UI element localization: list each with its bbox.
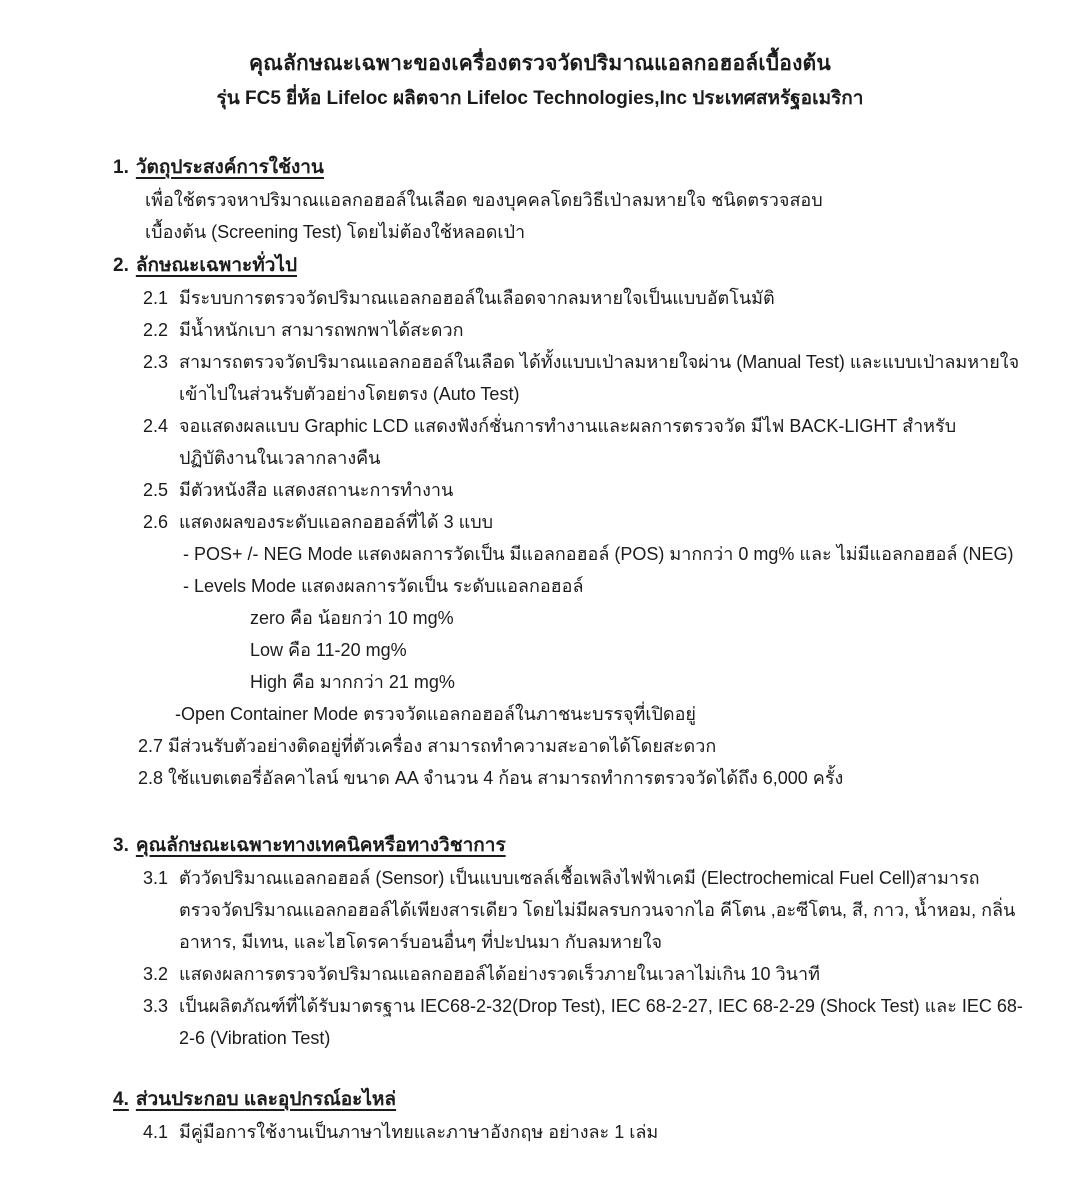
section-1-number: 1. [113, 157, 129, 178]
mode-open-container: -Open Container Mode ตรวจวัดแอลกอฮอล์ในภาชนะบรรจุที่เปิดอยู่ [175, 704, 696, 724]
item-text-line: ปฏิบัติงานในเวลากลางคืน [179, 448, 381, 468]
spec-item-3-3 [143, 990, 1080, 1054]
section-1-body-line: เบื้องต้น (Screening Test) โดยไม่ต้องใช้หลอดเป่า [145, 222, 526, 242]
item-text [179, 990, 1080, 1054]
section-1-body-line: เพื่อใช้ตรวจหาปริมาณแอลกอฮอล์ในเลือด ของบุคคลโดยวิธีเป่าลมหายใจ ชนิดตรวจสอบ [145, 190, 823, 210]
item-text-line: มีคู่มือการใช้งานเป็นภาษาไทยและภาษาอังกฤษ อย่างละ 1 เล่ม [179, 1122, 659, 1142]
section-1-heading [113, 152, 1080, 184]
item-text-line: จอแสดงผลแบบ Graphic LCD แสดงฟังก์ชั่นการทำงานและผลการตรวจวัด มีไฟ BACK-LIGHT สำหรับ [179, 416, 957, 436]
section-3-heading [113, 830, 1080, 862]
document-title: คุณลักษณะเฉพาะของเครื่องตรวจวัดปริมาณแอลกอฮอล์เบื้องต้น [249, 52, 831, 75]
item-text [179, 314, 1080, 346]
item-text-line: แสดงผลการตรวจวัดปริมาณแอลกอฮอล์ได้อย่างรวดเร็วภายในเวลาไม่เกิน 10 วินาที [179, 964, 820, 984]
item-text-line: มีส่วนรับตัวอย่างติดอยู่ที่ตัวเครื่อง สามารถทำความสะอาดได้โดยสะดวก [168, 736, 717, 756]
spec-item-2-7 [138, 730, 1080, 762]
item-text [179, 506, 1080, 538]
item-text [179, 410, 1080, 474]
section-3-number: 3. [113, 835, 129, 856]
mode-pos-neg: - POS+ /- NEG Mode แสดงผลการวัดเป็น มีแอลกอฮอล์ (POS) มากกว่า 0 mg% และ ไม่มีแอลกอฮอล์ (NEG) [183, 544, 1014, 564]
item-text [179, 474, 1080, 506]
item-number: 2.2 [143, 320, 169, 340]
level-zero: zero คือ น้อยกว่า 10 mg% [250, 608, 454, 628]
section-4-heading-label: ส่วนประกอบ และอุปกรณ์อะไหล่ [135, 1089, 397, 1110]
section-purpose [0, 152, 1080, 248]
item-text-line: มีน้ำหนักเบา สามารถพกพาได้สะดวก [179, 320, 464, 340]
item-number: 2.3 [143, 352, 169, 372]
item-number: 3.1 [143, 868, 169, 888]
item-text [168, 762, 1080, 794]
section-2-heading [113, 250, 1080, 282]
section-general-characteristics [0, 250, 1080, 794]
item-text [179, 862, 1080, 958]
item-text [179, 346, 1080, 410]
item-number: 2.5 [143, 480, 169, 500]
item-number: 2.8 [138, 768, 164, 788]
section-2-heading-text: ลักษณะเฉพาะทั่วไป [135, 255, 298, 276]
item-text-line: ตัววัดปริมาณแอลกอฮอล์ (Sensor) เป็นแบบเซลล์เชื้อเพลิงไฟฟ้าเคมี (Electrochemical Fuel Cell)สามารถ [179, 868, 980, 888]
item-number: 3.2 [143, 964, 169, 984]
spec-item-2-4 [143, 410, 1080, 474]
document-subtitle: รุ่น FC5 ยี่ห้อ Lifeloc ผลิตจาก Lifeloc Technologies,Inc ประเทศสหรัฐอเมริกา [216, 88, 864, 109]
item-text-line: สามารถตรวจวัดปริมาณแอลกอฮอล์ในเลือด ได้ทั้งแบบเป่าลมหายใจผ่าน (Manual Test) และแบบเป่าลมหายใจ [179, 352, 1020, 372]
section-technical-characteristics [0, 830, 1080, 1054]
item-text-line: มีตัวหนังสือ แสดงสถานะการทำงาน [179, 480, 454, 500]
item-text-line: แสดงผลของระดับแอลกอฮอล์ที่ได้ 3 แบบ [179, 512, 494, 532]
item-text [179, 958, 1080, 990]
item-text-line: เข้าไปในส่วนรับตัวอย่างโดยตรง (Auto Test) [179, 384, 520, 404]
item-number: 4.1 [143, 1122, 169, 1142]
item-text [168, 730, 1080, 762]
section-4-heading [113, 1084, 1080, 1116]
level-high: High คือ มากกว่า 21 mg% [250, 672, 455, 692]
spec-item-3-1 [143, 862, 1080, 958]
item-text [179, 282, 1080, 314]
item-number: 2.7 [138, 736, 164, 756]
spec-item-2-6 [143, 506, 1080, 538]
item-text-line: อาหาร, มีเทน, และไฮโดรคาร์บอนอื่นๆ ที่ปะปนมา กับลมหายใจ [179, 932, 662, 952]
section-components-spare-parts [0, 1084, 1080, 1148]
spec-item-2-8 [138, 762, 1080, 794]
section-4-number: 4. [113, 1089, 129, 1110]
spec-item-4-1 [143, 1116, 1080, 1148]
spec-item-3-2 [143, 958, 1080, 990]
item-text [179, 1116, 1080, 1148]
document-header [0, 0, 1080, 114]
spec-item-2-1 [143, 282, 1080, 314]
item-text-line: ใช้แบตเตอรี่อัลคาไลน์ ขนาด AA จำนวน 4 ก้อน สามารถทำการตรวจวัดได้ถึง 6,000 ครั้ง [168, 768, 844, 788]
item-number: 3.3 [143, 996, 169, 1016]
item-number: 2.1 [143, 288, 169, 308]
item-text-line: เป็นผลิตภัณฑ์ที่ได้รับมาตรฐาน IEC68-2-32(Drop Test), IEC 68-2-27, IEC 68-2-29 (Shock Test) และ IEC 68- [179, 996, 1023, 1016]
item-number: 2.6 [143, 512, 169, 532]
section-2-number: 2. [113, 255, 129, 276]
spec-item-2-2 [143, 314, 1080, 346]
section-1-heading-text: วัตถุประสงค์การใช้งาน [135, 157, 324, 178]
section-4-heading-text [113, 1089, 396, 1110]
item-text-line: มีระบบการตรวจวัดปริมาณแอลกอฮอล์ในเลือดจากลมหายใจเป็นแบบอัตโนมัติ [179, 288, 775, 308]
spec-item-2-5 [143, 474, 1080, 506]
spec-item-2-3 [143, 346, 1080, 410]
section-3-heading-text: คุณลักษณะเฉพาะทางเทคนิคหรือทางวิชาการ [135, 835, 506, 856]
item-text-line: ตรวจวัดปริมาณแอลกอฮอล์ได้เพียงสารเดียว โดยไม่มีผลรบกวนจากไอ คีโตน ,อะซีโตน, สี, กาว, น้ำหอม, กลิ่น [179, 900, 1016, 920]
item-text-line: 2-6 (Vibration Test) [179, 1028, 331, 1048]
item-number: 2.4 [143, 416, 169, 436]
mode-levels: - Levels Mode แสดงผลการวัดเป็น ระดับแอลกอฮอล์ [183, 576, 584, 596]
level-low: Low คือ 11-20 mg% [250, 640, 407, 660]
